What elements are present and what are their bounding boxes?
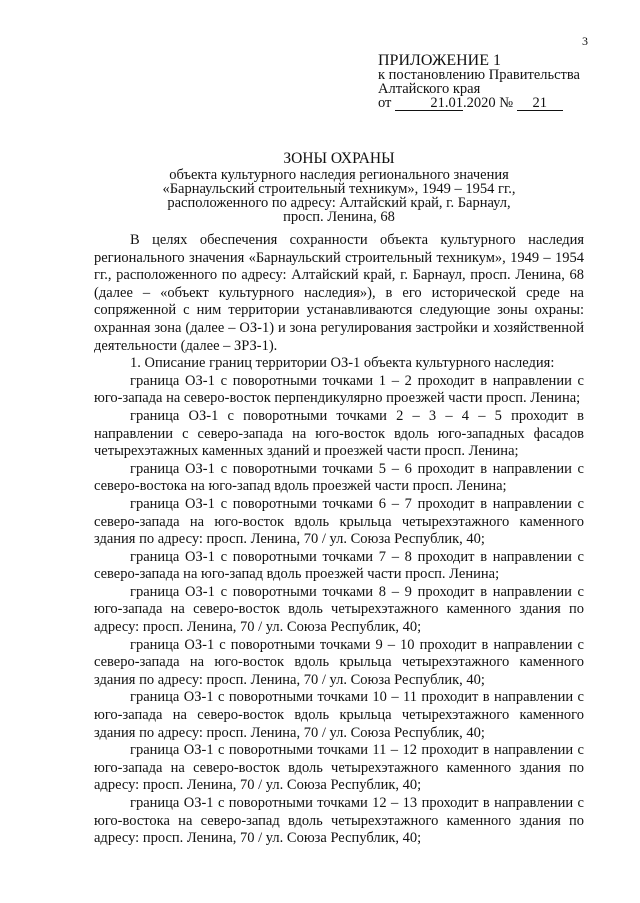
section-heading: 1. Описание границ территории ОЗ-1 объекта культурного наследия: bbox=[130, 355, 555, 372]
appendix-region: Алтайского края bbox=[378, 81, 481, 97]
appendix-date-line bbox=[378, 96, 618, 111]
document-body bbox=[94, 232, 584, 848]
appendix-decree: к постановлению Правительства bbox=[378, 67, 580, 83]
boundary-paragraph: граница ОЗ-1 с поворотными точками 6 – 7 проходит в направлении с северо-запада на юго-восток вдоль крыльца четырехэтажного каменного здания по адресу: просп. Ленина, 70 / ул. Союза Республик, 40; bbox=[94, 495, 584, 548]
appendix-header bbox=[378, 54, 618, 111]
date-prefix: от bbox=[378, 95, 392, 111]
boundary-paragraph: граница ОЗ-1 с поворотными точками 1 – 2 проходит в направлении с юго-запада на северо-восток перпендикулярно проезжей части просп. Ленина; bbox=[94, 372, 584, 407]
title-line-4: расположенного по адресу: Алтайский край, г. Барнаул, bbox=[167, 195, 511, 211]
document-title: ЗОНЫ ОХРАНЫ bbox=[283, 150, 395, 167]
decree-number: 21 bbox=[517, 97, 563, 111]
boundary-paragraph: граница ОЗ-1 с поворотными точками 2 – 3 – 4 – 5 проходит в направлении с северо-запада на юго-восток вдоль юго-западных фасадов четырехэтажных каменных зданий и проезжей части просп. Ленина; bbox=[94, 407, 584, 460]
boundary-paragraph: граница ОЗ-1 с поворотными точками 5 – 6 проходит в направлении с северо-востока на юго-запад вдоль проезжей части просп. Ленина; bbox=[94, 460, 584, 495]
title-line-5: просп. Ленина, 68 bbox=[283, 209, 395, 225]
boundary-paragraph: граница ОЗ-1 с поворотными точками 9 – 10 проходит в направлении с северо-запада на юго-восток вдоль крыльца четырехэтажного каменного здания по адресу: просп. Ленина, 70 / ул. Союза Республик, 40; bbox=[94, 636, 584, 688]
boundary-paragraph: граница ОЗ-1 с поворотными точками 12 – 13 проходит в направлении с юго-востока на северо-запад вдоль четырехэтажного каменного здания по адресу: просп. Ленина, 70 / ул. Союза Республик, 40; bbox=[94, 795, 584, 847]
boundary-paragraph: граница ОЗ-1 с поворотными точками 11 – 12 проходит в направлении с юго-запада на северо-восток вдоль четырехэтажного каменного здания по адресу: просп. Ленина, 70 / ул. Союза Республик, 40; bbox=[94, 742, 584, 794]
decree-year: .2020 № bbox=[463, 95, 514, 111]
document-title-block bbox=[94, 152, 584, 224]
boundary-paragraph: граница ОЗ-1 с поворотными точками 7 – 8 проходит в направлении с северо-запада на юго-запад вдоль проезжей части просп. Ленина; bbox=[94, 548, 584, 583]
title-line-3: «Барнаульский строительный техникум», 1949 – 1954 гг., bbox=[162, 181, 516, 197]
boundary-paragraph: граница ОЗ-1 с поворотными точками 10 – 11 проходит в направлении с юго-запада на северо-восток вдоль крыльца четырехэтажного каменного здания по адресу: просп. Ленина, 70 / ул. Союза Республик, 40; bbox=[94, 689, 584, 741]
intro-paragraph: В целях обеспечения сохранности объекта культурного наследия регионального значения «Барнаульский строительный техникум», 1949 – 1954 гг., расположенного по адресу: Алтайский край, г. Барнаул, просп. Ленина, 68 (далее – «объект культурного наследия»), в его исторической среде на сопряженной с ним территории устанавливаются следующие зоны охраны: охранная зона (далее – ОЗ-1) и зона регулирования застройки и хозяйственной деятельности (далее – ЗРЗ-1). bbox=[94, 232, 584, 354]
title-line-2: объекта культурного наследия регионального значения bbox=[169, 167, 509, 183]
page-number: 3 bbox=[582, 34, 588, 48]
decree-date: 21.01 bbox=[395, 97, 463, 111]
boundary-paragraph: граница ОЗ-1 с поворотными точками 8 – 9 проходит в направлении с юго-запада на северо-восток вдоль четырехэтажного каменного здания по адресу: просп. Ленина, 70 / ул. Союза Республик, 40; bbox=[94, 583, 584, 636]
appendix-title: ПРИЛОЖЕНИЕ 1 bbox=[378, 52, 502, 69]
